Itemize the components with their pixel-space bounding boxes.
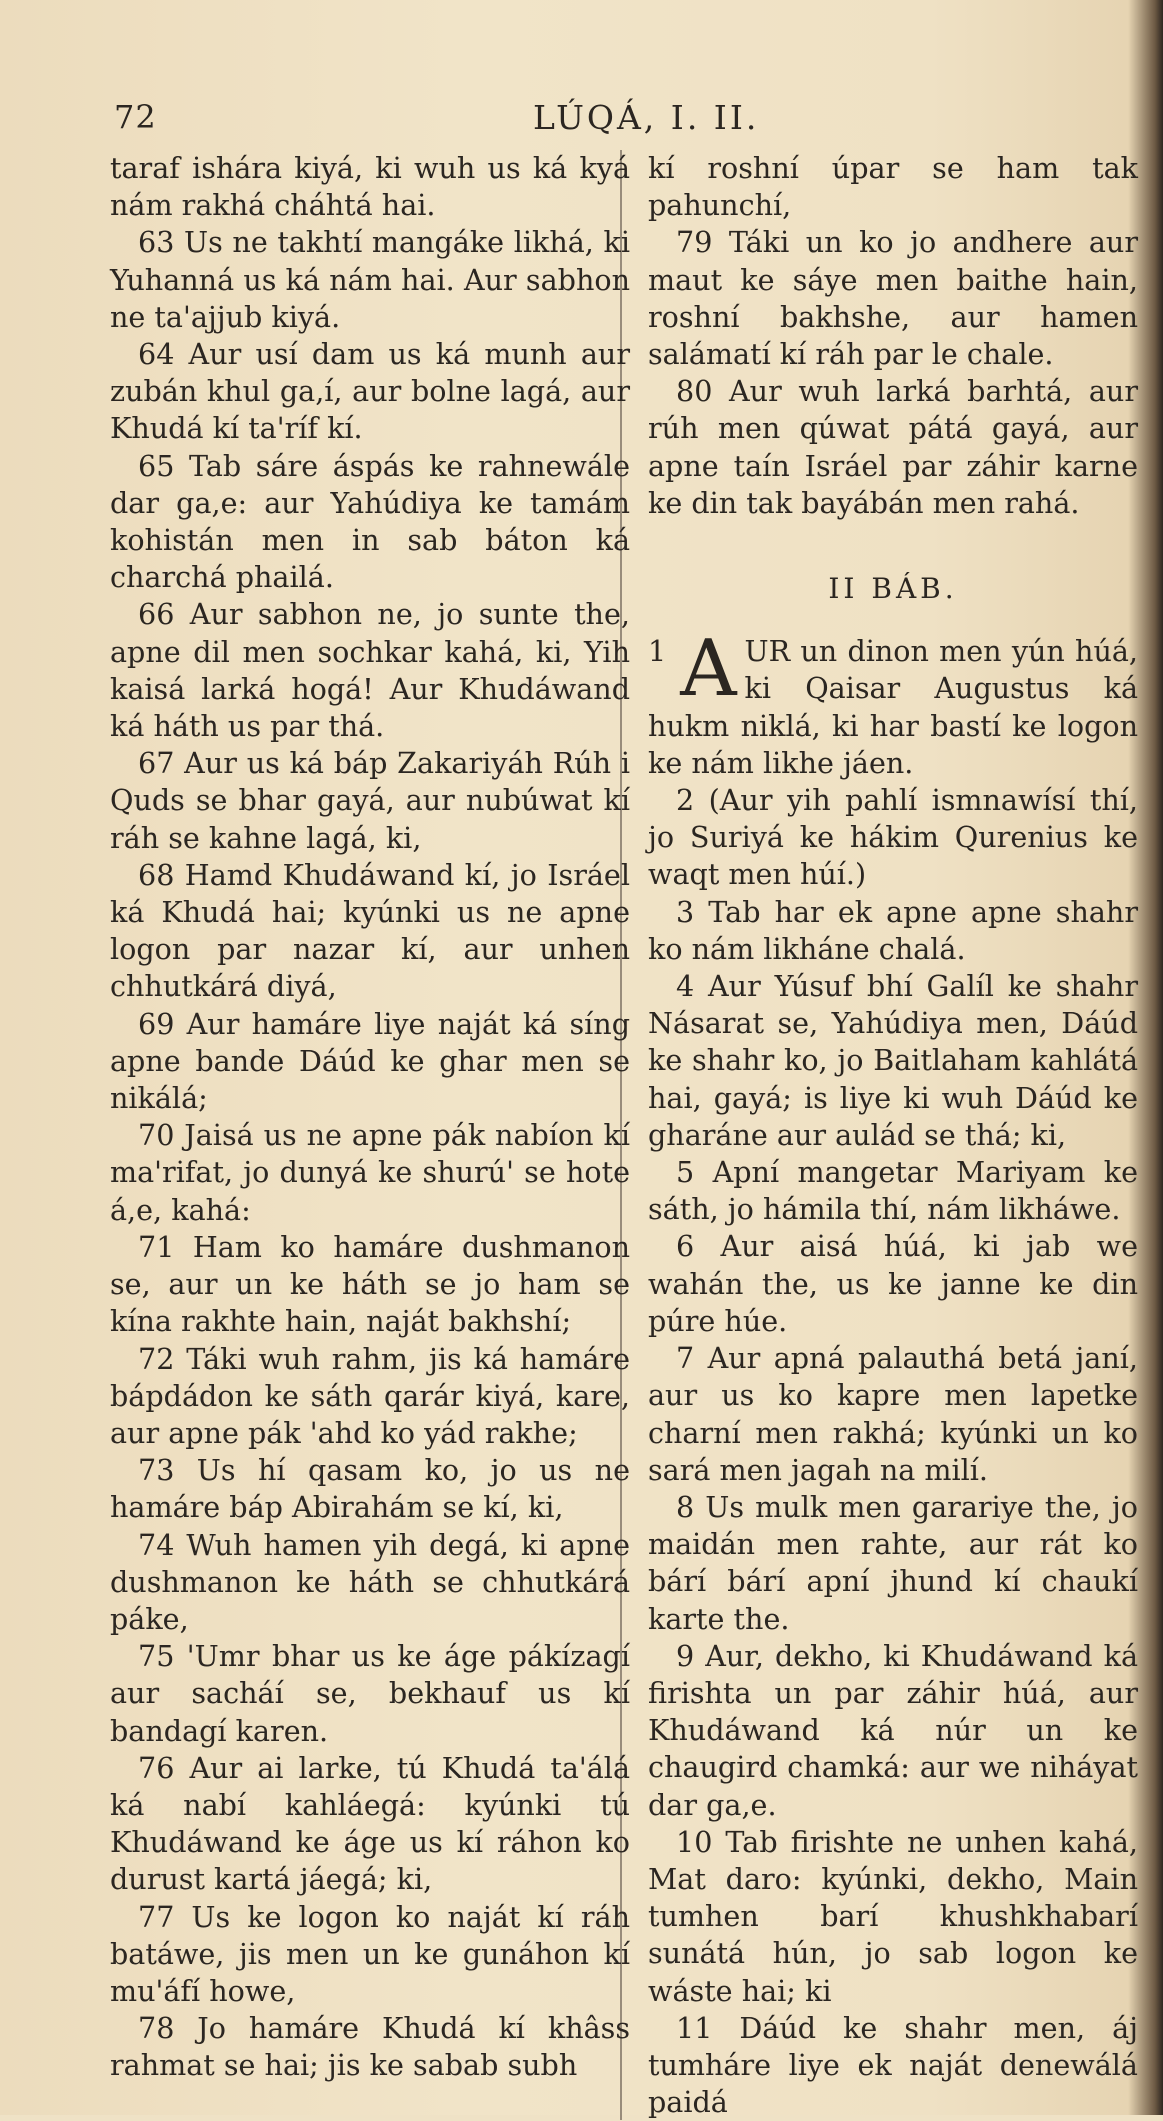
drop-cap: A	[680, 624, 737, 715]
verse: 74 Wuh hamen yih degá, ki apne dushmanon ke háth se chhutkárá páke,	[110, 1527, 630, 1636]
verse: 70 Jaisá us ne apne pák nabíon kí ma'rifat, jo dunyá ke shurú' se hote á,e, kahá:	[110, 1118, 630, 1227]
verse: 2 (Aur yih pahlí ismnawísí thí, jo Suriyá ke hákim Qurenius ke waqt men húí.)	[648, 783, 1138, 892]
left-column	[110, 150, 630, 2085]
verse-number: 1	[648, 634, 667, 669]
chapter-opening-verse	[648, 624, 1138, 782]
verse: 69 Aur hamáre liye naját ká síng apne bande Dáúd ke ghar men se nikálá;	[110, 1006, 630, 1116]
page-number: 72	[114, 98, 157, 136]
verse: 73 Us hí qasam ko, jo us ne hamáre báp Abirahám se kí, ki,	[110, 1453, 630, 1525]
verse: 78 Jo hamáre Khudá kí khâss rahmat se hai; jis ke sabab subh	[110, 2011, 630, 2083]
verse: 66 Aur sabhon ne, jo sunte the, apne dil men sochkar kahá, ki, Yih kaisá larká hogá! Aur Khudáwand ká háth us par thá.	[110, 597, 630, 744]
chapter-heading: II BÁB.	[828, 572, 958, 606]
verse: 68 Hamd Khudáwand kí, jo Isráel ká Khudá hai; kyúnki us ne apne logon par nazar kí, aur unhen chhutkárá diyá,	[110, 857, 630, 1004]
verse: 67 Aur us ká báp Zakariyáh Rúh i Quds se bhar gayá, aur nubúwat kí ráh se kahne lagá, ki,	[110, 746, 630, 855]
verse: 5 Apní mangetar Mariyam ke sáth, jo hámila thí, nám likháwe.	[648, 1155, 1138, 1227]
verse: 7 Aur apná palauthá betá janí, aur us ko kapre men lapetke charní men rakhá; kyúnki un ko sará men jagah na milí.	[648, 1341, 1138, 1487]
verse: taraf ishára kiyá, ki wuh us ká kyá nám rakhá cháhtá hai.	[110, 151, 630, 223]
verse: 72 Táki wuh rahm, jis ká hamáre bápdádon ke sáth qarár kiyá, kare, aur apne pák 'ahd ko yád rakhe;	[110, 1341, 630, 1450]
verse: 65 Tab sáre áspás ke rahnewále dar ga,e: aur Yahúdiya ke tamám kohistán men in sab báton ká charchá phailá.	[110, 448, 630, 595]
verse: 8 Us mulk men garariye the, jo maidán men rahte, aur rát ko bárí bárí apní jhund kí chaukí karte the.	[648, 1489, 1138, 1636]
verse: 11 Dáúd ke shahr men, áj tumháre liye ek naját denewálá paidá	[648, 2010, 1138, 2120]
verse: 4 Aur Yúsuf bhí Galíl ke shahr Násarat se, Yahúdiya men, Dáúd ke shahr ko, jo Baitlaham kahlátá hai, gayá; is liye ki wuh Dáúd ke gharáne aur aulád se thá; ki,	[648, 969, 1138, 1152]
verse: kí roshní úpar se ham tak pahunchí,	[648, 151, 1138, 223]
verse: 71 Ham ko hamáre dushmanon se, aur un ke háth se jo ham se kína rakhte hain, naját bakhshí;	[110, 1229, 630, 1339]
verse-text: UR un dinon men yún húá, ki Qaisar Augustus ká hukm niklá, ki har bastí ke logon ke nám likhe jáen.	[648, 634, 1138, 780]
verse: 6 Aur aisá húá, ki jab we wahán the, us ke janne ke din púre húe.	[648, 1229, 1138, 1338]
verse: 10 Tab firishte ne unhen kahá, Mat daro: kyúnki, dekho, Main tumhen barí khushkhabarí sunátá hún, jo sab logon ke wáste hai; ki	[648, 1824, 1138, 2008]
verse: 64 Aur usí dam us ká munh aur zubán khul ga,í, aur bolne lagá, aur Khudá kí ta'ríf kí.	[110, 337, 630, 446]
page-header	[0, 98, 1163, 148]
verse: 77 Us ke logon ko naját kí ráh batáwe, jis men un ke gunáhon kí mu'áfí howe,	[110, 1899, 630, 2008]
running-title: LÚQÁ, I. II.	[533, 98, 760, 137]
right-column	[648, 150, 1138, 2121]
verse: 80 Aur wuh larká barhtá, aur rúh men qúwat pátá gayá, aur apne taín Isráel par záhir karne ke din tak bayábán men rahá.	[648, 374, 1138, 520]
verse: 76 Aur ai larke, tú Khudá ta'álá ká nabí kahláegá: kyúnki tú Khudáwand ke áge us kí ráhon ko durust kartá jáegá; ki,	[110, 1750, 630, 1897]
verse: 9 Aur, dekho, ki Khudáwand ká firishta un par záhir húá, aur Khudáwand ká núr un ke chaugird chamká: aur we niháyat dar ga,e.	[648, 1638, 1138, 1822]
verse: 3 Tab har ek apne apne shahr ko nám likháne chalá.	[648, 894, 1138, 966]
verse: 79 Táki un ko jo andhere aur maut ke sáye men baithe hain, roshní bakhshe, aur hamen salámatí kí ráh par le chale.	[648, 225, 1138, 372]
verse: 63 Us ne takhtí mangáke likhá, ki Yuhanná us ká nám hai. Aur sabhon ne ta'ajjub kiyá.	[110, 225, 630, 334]
verse: 75 'Umr bhar us ke áge pákízagí aur sacháí se, bekhauf us kí bandagí karen.	[110, 1639, 630, 1748]
